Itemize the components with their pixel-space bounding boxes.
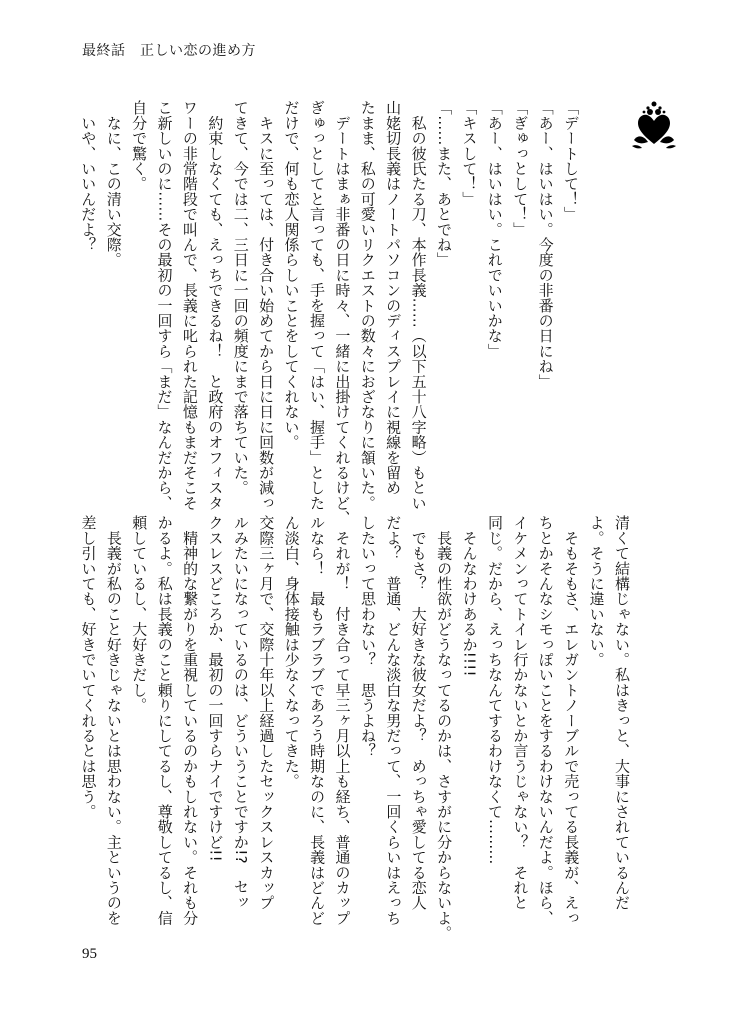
text-line: よ。そうに違いない。: [587, 515, 606, 667]
text-line: てきて、今では二、三日に一回の頻度にまで落ちていた。: [231, 100, 250, 496]
running-header: 最終話 正しい恋の進め方: [82, 43, 256, 59]
text-line: 清くて結構じゃない。私はきっと、大事にされているんだ: [613, 515, 631, 911]
text-line: 私の彼氏たる刀、本作長義……（以下五十八字略）もとい: [409, 100, 428, 511]
text-line: 同じ。だから、えっちなんてするわけなくて………: [485, 515, 504, 865]
text-line: 「デートして！」: [562, 100, 580, 222]
text-line: なに、この清い交際。: [104, 100, 123, 268]
text-line: ちとかそんなシモっぽいことをするわけないんだよ。ほら、: [536, 515, 555, 926]
text-line: それが！ 付き合って早三ヶ月以上も経ち、普通のカップ: [333, 515, 352, 926]
text-line: でもさ？ 大好きな彼女だよ？ めっちゃ愛してる恋人: [409, 515, 428, 911]
text-line: そもそもさ、エレガントノーブルで売ってる長義が、えっ: [562, 515, 581, 926]
lower-text-block: [75, 515, 634, 941]
text-line: 頼しているし、大好きだし。: [130, 515, 149, 713]
text-line: こ新しいのに……その最初の一回すら「まだ」なんだから、: [155, 100, 174, 511]
text-line: いや、いいんだよ？: [79, 100, 98, 252]
text-line: ルみたいになっているのは、どういうことですか!? セッ: [231, 515, 250, 910]
text-line: 自分で驚く。: [130, 100, 149, 192]
text-line: ぎゅっとしてと言っても、手を握って「はい、握手」とした: [307, 100, 326, 511]
text-line: 「あー、はいはい。これでいいかな」: [485, 100, 504, 359]
text-line: イケメンってトイレ行かないとか言うじゃない？ それと: [511, 515, 530, 911]
text-line: 精神的な繋がりを重視しているのかもしれない。それも分: [181, 515, 200, 926]
text-line: だよ？ 普通、どんな淡白な男だって、一回くらいはえっち: [384, 515, 403, 926]
text-line: 長義の性欲がどうなってるのかは、さすがに分からないよ。: [435, 515, 454, 941]
text-line: たまま、私の可愛いリクエストの数々におざなりに頷いた。: [358, 100, 377, 511]
text-line: 約束しなくても、えっちできるね！ と政府のオフィスタ: [206, 100, 225, 511]
heart-crown-emblem-icon: [630, 100, 678, 152]
text-line: クスレスどころか、最初の一回すらナイですけど!!: [206, 515, 225, 862]
text-line: 交際三ヶ月で、交際十年以上経過したセックスレスカップ: [257, 515, 276, 911]
text-line: だけで、何も恋人関係らしいことをしてくれない。: [282, 100, 301, 450]
page-number: 95: [82, 946, 97, 962]
text-line: 「ぎゅっとして！」: [511, 100, 530, 237]
text-line: 「……また、あとでね」: [434, 100, 453, 268]
text-line: ん淡白、身体接触は少なくなってきた。: [282, 515, 301, 789]
text-line: ルなら！ 最もラブラブであろう時期なのに、長義はどんど: [308, 515, 327, 926]
text-line: 長義が私のこと好きじゃないとは思わない。主というのを: [104, 515, 123, 926]
text-line: そんなわけあるか!!!!: [460, 515, 479, 677]
text-line: 差し引いても、好きでいてくれるとは思う。: [79, 515, 98, 819]
text-line: 「キスして！」: [460, 100, 479, 207]
text-line: したいって思わない？ 思うよね？: [358, 515, 377, 759]
text-line: ワーの非常階段で叫んで、長義に叱られた記憶もまだそこそ: [180, 100, 199, 511]
text-line: キスに至っては、付き合い始めてから日に日に回数が減っ: [257, 100, 276, 511]
text-line: デートはまぁ非番の日に時々、一緒に出掛けてくれるけど、: [333, 100, 352, 526]
text-line: 「あー、はいはい。今度の非番の日にね」: [536, 100, 555, 389]
text-line: 山姥切長義はノートパソコンのディスプレイに視線を留め: [384, 100, 403, 496]
text-line: かるよ。私は長義のこと頼りにしてるし、尊敬してるし、信: [155, 515, 174, 926]
upper-text-block: [75, 100, 583, 526]
